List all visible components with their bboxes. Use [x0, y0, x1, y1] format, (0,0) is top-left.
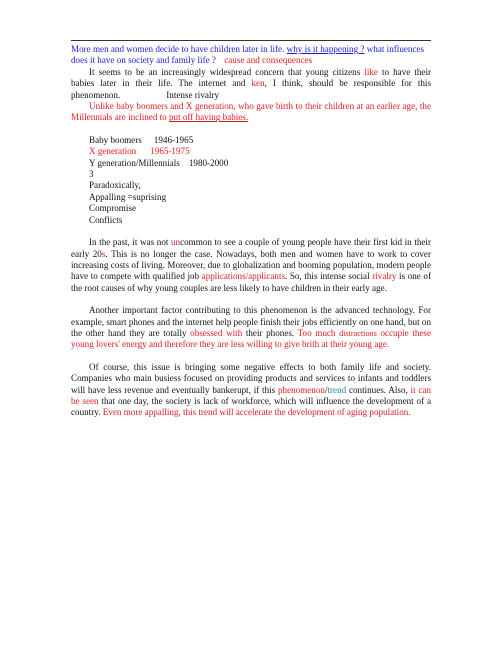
- note-appalling: Appalling =suprising: [89, 191, 167, 202]
- note-3: 3: [89, 169, 94, 180]
- past-highlight-un: un: [171, 237, 181, 248]
- spacer: [71, 124, 431, 135]
- spacer: [71, 294, 431, 305]
- past-highlight-applicants: applications/applicants: [201, 271, 286, 282]
- tech-highlight-rest: occupie these young lovers' energy and therefore they are less willing to give brith at their young age.: [71, 327, 432, 350]
- note-paradoxically: Paradoxically,: [89, 180, 141, 191]
- heading-line: [71, 44, 431, 67]
- unlike-text: Unlike baby boomers and X generation, who gave birth to their children at an earlier age, the Millennials are inclined to: [71, 101, 431, 123]
- past-highlight-rivalry: rivalry: [372, 271, 397, 282]
- intro-text-2: to have their babies later in their life. The internet and: [71, 66, 431, 89]
- paragraph-past: In the past, it was not uncommon to see a couple of young people have their first kid in their early 20s. This is no longer the case. Nowadays, both men and women have to work to cover increasing costs of living. Moreover, due to globalization and booming population, modern people have to compete with qualified job applications/applicants. So, this intense social rivalry is one of the root causes of why young couples are less likely to have children in their early age.: [71, 237, 432, 293]
- past-highlight-s: s: [101, 248, 106, 259]
- paragraph-unlike: [71, 101, 431, 124]
- document-body: [71, 44, 431, 419]
- intro-text-3: , I think, should be responsible for this phenomenon.: [71, 78, 431, 100]
- intro-highlight-like: like: [364, 66, 378, 77]
- effects-highlight-phenomenon: phenomenon: [277, 384, 325, 395]
- heading-statement: More men and women decide to have children later in life.: [71, 44, 285, 54]
- intro-text-1: It seems to be an increasingly widespread concern that young citizens: [89, 66, 365, 77]
- paragraph-technology: Another important factor contributing to this phenomenon is the advanced technology. For example, smart phones and the internet help people finish their jobs efficiently on one hand, but on the other hand they are totally obsessed with their phones. Too much distractions occupie these young lovers' energy and therefore they are less willing to give brith at their young age.: [71, 305, 432, 350]
- spacer: [71, 226, 431, 237]
- note-boomers: Baby boomers 1946-1965: [89, 134, 194, 145]
- effects-highlight-trend: trend: [327, 384, 347, 395]
- spacer: [71, 351, 431, 362]
- heading-question-why: why is it happening ?: [286, 44, 365, 54]
- paragraph-effects: Of course, this issue is bringing some negative effects to both family life and society. Companies who main busiess focused on providing products and services to infants and toddlers will have less revenue and eventually bankerupt, if this phenomenon/trend continues. Also, it can be seen that one day, the society is lack of workforce, which will influence the development of a country. Even more appalling, this trend will accelerate the development of aging population.: [71, 361, 432, 418]
- heading-cause-consequence: cause and consequences: [224, 55, 313, 66]
- tech-highlight-too-much: Too much: [297, 327, 340, 338]
- tech-highlight-distractions: distractions: [339, 328, 377, 338]
- effects-highlight-appalling: Even more appalling, this trend will accelerate the development of aging population.: [102, 407, 411, 418]
- unlike-phrase: put off having babies.: [168, 112, 249, 123]
- tech-highlight-obsessed: obsessed with: [190, 327, 243, 338]
- intro-highlight-ken: ken: [251, 78, 265, 89]
- intro-note-rivalry: Intense rivalry: [166, 89, 220, 100]
- notes-list: [71, 135, 431, 226]
- note-x-generation: X generation 1965-1975: [89, 146, 190, 157]
- heading-question-what: what influences does it have on society and family life ?: [71, 44, 425, 66]
- effects-highlight-seen: it can be seen: [71, 384, 431, 406]
- header-rule: [71, 40, 431, 41]
- note-y-generation: Y generation/Millennials 1980-2000: [89, 157, 229, 168]
- note-conflicts: Conflicts: [89, 214, 123, 225]
- paragraph-intro: [71, 67, 431, 101]
- note-compromise: Compromise: [89, 203, 136, 214]
